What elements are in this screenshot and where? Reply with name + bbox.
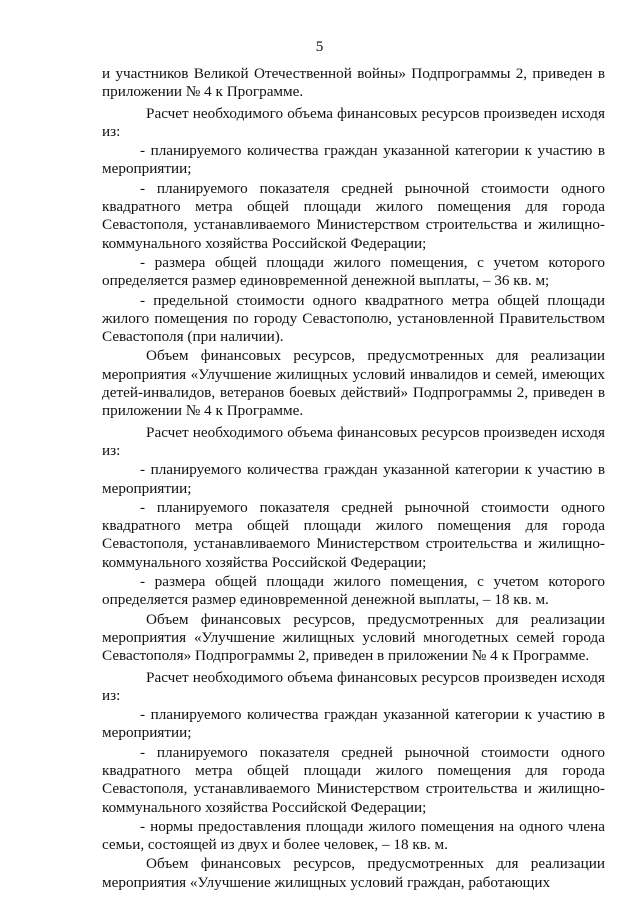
paragraph-calculation-basis-3: Расчет необходимого объема финансовых ресурсов произведен исходя из: (102, 668, 605, 704)
bullet-market-price-indicator-3: - планируемого показателя средней рыночной стоимости одного квадратного метра общей площади жилого помещения для города Севастополя, устанавливаемого Министерством строительства и жилищно-коммунального хозяйства Российской Федерации; (102, 743, 605, 816)
paragraph-calculation-basis-2: Расчет необходимого объема финансовых ресурсов произведен исходя из: (102, 423, 605, 459)
paragraph-continuation: и участников Великой Отечественной войны» Подпрограммы 2, приведен в приложении № 4 к Программе. (102, 65, 605, 101)
bullet-planned-citizens-count: - планируемого количества граждан указанной категории к участию в мероприятии; (102, 142, 605, 178)
paragraph-funding-working-citizens: Объем финансовых ресурсов, предусмотренных для реализации мероприятия «Улучшение жилищных условий граждан, работающих (102, 855, 605, 891)
page-number: 5 (315, 38, 324, 55)
bullet-market-price-indicator-2: - планируемого показателя средней рыночной стоимости одного квадратного метра общей площади жилого помещения для города Севастополя, устанавливаемого Министерством строительства и жилищно-коммунального хозяйства Российской Федерации; (102, 498, 605, 571)
document-body (102, 65, 605, 892)
bullet-planned-citizens-count-2: - планируемого количества граждан указанной категории к участию в мероприятии; (102, 461, 605, 497)
bullet-limit-price-sevastopol: - предельной стоимости одного квадратного метра общей площади жилого помещения по городу Севастополю, установленной Правительством Севастополя (при наличии). (102, 291, 605, 346)
bullet-housing-area-18: - размера общей площади жилого помещения, с учетом которого определяется размер единовременной денежной выплаты, – 18 кв. м. (102, 573, 605, 609)
bullet-housing-norm-18: - нормы предоставления площади жилого помещения на одного члена семьи, состоящей из двух и более человек, – 18 кв. м. (102, 817, 605, 854)
bullet-planned-citizens-count-3: - планируемого количества граждан указанной категории к участию в мероприятии; (102, 706, 605, 742)
bullet-housing-area-36: - размера общей площади жилого помещения, с учетом которого определяется размер единовременной денежной выплаты, – 36 кв. м; (102, 253, 605, 290)
paragraph-funding-large-families: Объем финансовых ресурсов, предусмотренных для реализации мероприятия «Улучшение жилищных условий многодетных семей города Севастополя» Подпрограммы 2, приведен в приложении № 4 к Программе. (102, 610, 605, 665)
paragraph-calculation-basis: Расчет необходимого объема финансовых ресурсов произведен исходя из: (102, 104, 605, 140)
bullet-market-price-indicator: - планируемого показателя средней рыночной стоимости одного квадратного метра общей площади жилого помещения для города Севастополя, устанавливаемого Министерством строительства и жилищно-коммунального хозяйства Российской Федерации; (102, 179, 605, 252)
paragraph-funding-disabled-veterans: Объем финансовых ресурсов, предусмотренных для реализации мероприятия «Улучшение жилищных условий инвалидов и семей, имеющих детей-инвалидов, ветеранов боевых действий» Подпрограммы 2, приведен в приложении № 4 к Программе. (102, 347, 605, 420)
